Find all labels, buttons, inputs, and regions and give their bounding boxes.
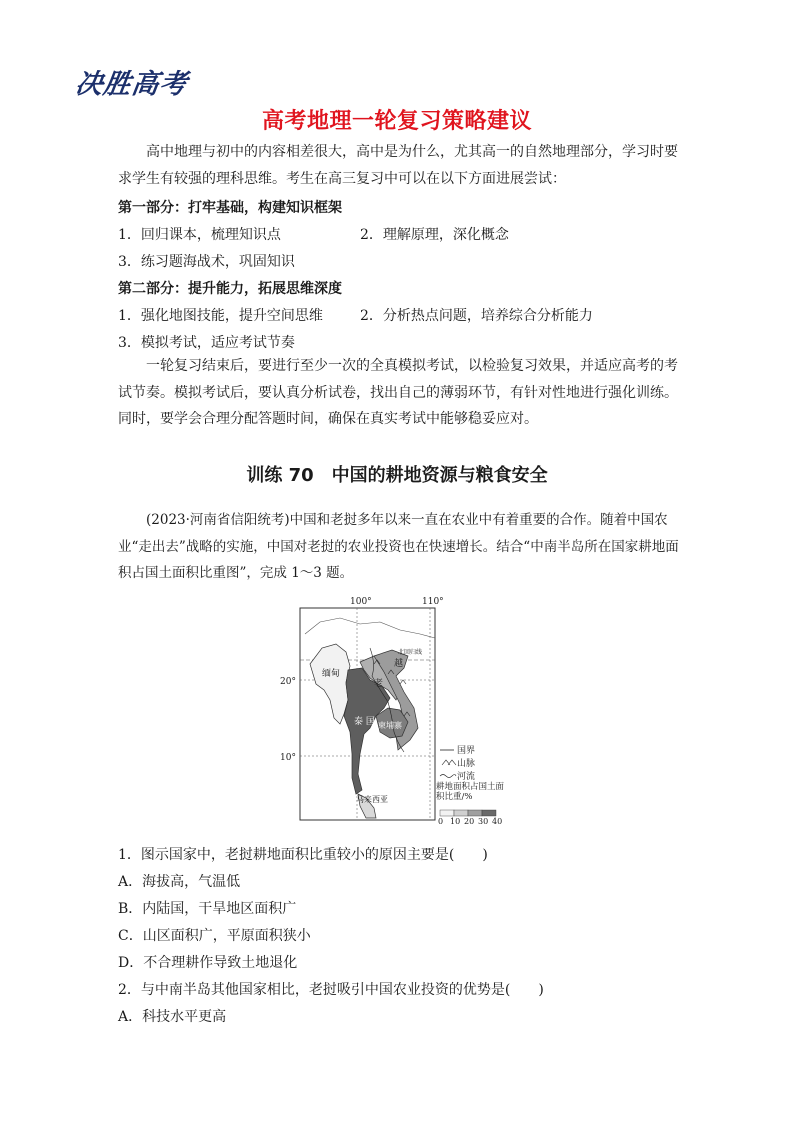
part2-item1: 1．强化地图技能，提升空间思维 xyxy=(118,308,323,324)
legend-tick-0: 0 xyxy=(438,817,444,826)
part1-item3: 3．练习题海战术，巩固知识 xyxy=(118,254,295,270)
legend-river: 河流 xyxy=(457,772,476,782)
page-title: 高考地理一轮复习策略建议 xyxy=(261,109,532,134)
label-thailand: 泰 国 xyxy=(354,717,375,727)
question-1-option-d: D．不合理耕作导致土地退化 xyxy=(118,955,298,971)
lon-label-100: 100° xyxy=(350,597,372,607)
legend-river-icon xyxy=(440,775,456,778)
legend-border: 国界 xyxy=(457,746,476,756)
label-tropic: 北回归线 xyxy=(398,649,423,656)
legend-scale-title-wrap xyxy=(436,782,510,808)
question-1-stem: 1．图示国家中，老挝耕地面积比重较小的原因主要是( ) xyxy=(118,847,488,863)
legend-tick-20: 20 xyxy=(464,817,475,826)
legend-mountain: 山脉 xyxy=(457,759,476,769)
question-2-stem: 2．与中南半岛其他国家相比，老挝吸引中国农业投资的优势是( ) xyxy=(118,982,544,998)
legend-tick-10: 10 xyxy=(450,817,461,826)
intro-paragraph: 高中地理与初中的内容相差很大，高中是为什么，尤其高一的自然地理部分，学习时要求学生有较强的理科思维。考生在高三复习中可以在以下方面进展尝试： xyxy=(118,144,678,187)
lat-label-20: 20° xyxy=(280,677,296,687)
part1-item2: 2．理解原理，深化概念 xyxy=(360,227,509,243)
part2-heading: 第二部分：提升能力，拓展思维深度 xyxy=(118,281,342,297)
legend-tick-40: 40 xyxy=(492,817,503,826)
legend-scale-title: 耕地面积占国土面积比重/% xyxy=(436,782,505,802)
legend-mountain-icon xyxy=(442,760,456,765)
legend-scale-bar xyxy=(440,810,496,816)
section-title: 训练 70 中国的耕地资源与粮食安全 xyxy=(246,465,548,486)
question-intro: (2023·河南省信阳统考)中国和老挝多年以来一直在农业中有着重要的合作。随着中国农业“走出去”战略的实施，中国对老挝的农业投资也在快速增长。结合“中南半岛所在国家耕地面积占国土面积比重图”，完成 1～3 题。 xyxy=(118,512,679,581)
question-1-option-a: A．海拔高，气温低 xyxy=(118,874,241,890)
label-vietnam: 越 xyxy=(394,659,404,669)
question-1-option-b: B．内陆国，干旱地区面积广 xyxy=(118,901,297,917)
question-1-option-c: C．山区面积广，平原面积狭小 xyxy=(118,928,311,944)
label-cambodia: 柬埔寨 xyxy=(378,721,402,730)
logo-text: 决胜高考 xyxy=(73,69,190,100)
closing-paragraph: 一轮复习结束后，要进行至少一次的全真模拟考试，以检验复习效果，并适应高考的考试节奏。模拟考试后，要认真分析试卷，找出自己的薄弱环节，有针对性地进行强化训练。同时，要学会合理分配答题时间，确保在真实考试中能够稳妥应对。 xyxy=(118,358,678,427)
lon-label-110: 110° xyxy=(422,597,444,607)
label-laos: 老 xyxy=(374,679,384,689)
label-myanmar: 缅甸 xyxy=(322,669,341,679)
part1-heading: 第一部分：打牢基础，构建知识框架 xyxy=(118,200,342,216)
label-malaysia: 马来西亚 xyxy=(356,795,388,804)
lat-label-10: 10° xyxy=(280,753,296,763)
part1-item1: 1．回归课本，梳理知识点 xyxy=(118,227,281,243)
part2-item2: 2．分析热点问题，培养综合分析能力 xyxy=(360,308,593,324)
legend-tick-30: 30 xyxy=(478,817,489,826)
question-2-option-a: A．科技水平更高 xyxy=(118,1009,227,1025)
part2-item3: 3．模拟考试，适应考试节奏 xyxy=(118,335,295,351)
indochina-map xyxy=(280,597,510,826)
